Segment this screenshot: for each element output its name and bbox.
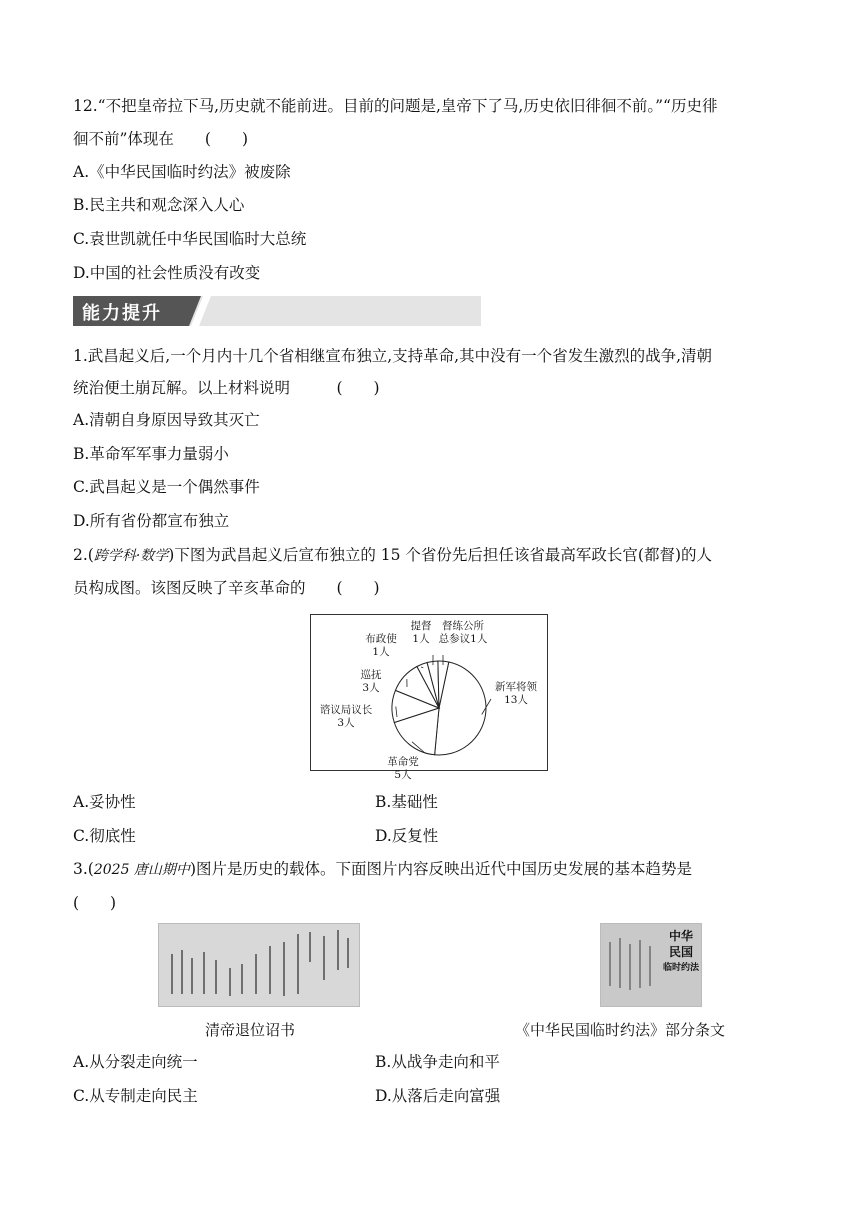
- pie-chart-frame: [310, 614, 548, 781]
- constitution-heading: [663, 928, 699, 976]
- pie-chart: [311, 615, 547, 781]
- q3-option-b: B.从战争走向和平: [375, 1053, 500, 1071]
- q12-option-a: A.《中华民国临时约法》被废除: [73, 163, 291, 181]
- q12-option-d: D.中国的社会性质没有改变: [73, 264, 261, 282]
- pie-label-value-7: 总参议1人: [438, 633, 488, 645]
- pie-label-value-6: 1人: [412, 633, 430, 645]
- constitution-heading-line2: 民国: [668, 945, 693, 959]
- section-title: 能力提升: [82, 303, 162, 324]
- q12-stem-line2: 徊不前”体现在 ( ): [73, 130, 249, 148]
- q12-option-c: C.袁世凯就任中华民国临时大总统: [73, 230, 307, 248]
- q1-option-d: D.所有省份都宣布独立: [73, 512, 230, 530]
- constitution-heading-line1: 中华: [668, 929, 693, 943]
- q12-option-b: B.民主共和观念深入人心: [73, 196, 245, 214]
- section-banner: [73, 296, 481, 326]
- q2-stem-line1: [73, 545, 712, 566]
- pie-label-name-5: 布政使: [365, 633, 397, 645]
- pie-label-name-1: 新军将领: [495, 681, 537, 693]
- q3-stem-line2: ( ): [73, 894, 117, 912]
- q3-stem-rest: )图片是历史的载体。下面图片内容反映出近代中国历史发展的基本趋势是: [189, 860, 692, 878]
- q12-stem-line1: 12.“不把皇帝拉下马,历史就不能前进。目前的问题是,皇帝下了马,历史依旧徘徊不前。”“历史徘: [73, 97, 718, 115]
- q1-option-a: A.清朝自身原因导致其灭亡: [73, 411, 260, 429]
- pie-label-name-3: 谘议局议长: [319, 704, 373, 716]
- q2-tag: 跨学科·数学: [93, 548, 169, 564]
- abdication-edict-image: [158, 923, 360, 1007]
- q3-option-c: C.从专制走向民主: [73, 1087, 198, 1105]
- pie-label-name-6: 提督: [410, 620, 432, 632]
- pie-label-name-4: 巡抚: [360, 669, 382, 681]
- pie-label-value-5: 1人: [372, 646, 390, 658]
- constitution-heading-line3: 临时约法: [663, 963, 700, 973]
- pie-label-name-2: 革命党: [387, 756, 419, 768]
- q3-prefix: 3.(: [73, 860, 94, 878]
- q3-tag: 2025 唐山期中: [93, 862, 190, 878]
- q2-option-b: B.基础性: [375, 793, 438, 811]
- q2-stem-rest: )下图为武昌起义后宣布独立的 15 个省份先后担任该省最高军政长官(都督)的人: [168, 546, 713, 564]
- q1-stem-line1: 1.武昌起义后,一个月内十几个省相继宣布独立,支持革命,其中没有一个省发生激烈的战争,清朝: [73, 347, 712, 365]
- q1-stem-line2: 统治便土崩瓦解。以上材料说明 ( ): [73, 379, 380, 397]
- pie-label-value-4: 3人: [362, 682, 380, 694]
- q2-option-d: D.反复性: [375, 827, 439, 845]
- provisional-constitution-caption: 《中华民国临时约法》部分条文: [515, 1021, 726, 1039]
- q3-option-d: D.从落后走向富强: [375, 1087, 501, 1105]
- pie-label-value-2: 5人: [394, 769, 412, 781]
- pie-label-value-3: 3人: [337, 717, 355, 729]
- provisional-constitution-image: [600, 923, 702, 1007]
- q2-prefix: 2.(: [73, 546, 94, 564]
- abdication-edict-caption: 清帝退位诏书: [205, 1021, 296, 1039]
- edict-script-lines: [159, 924, 359, 1006]
- q2-option-a: A.妥协性: [73, 793, 136, 811]
- q3-stem-line1: [73, 859, 692, 880]
- pie-label-name-7: 督练公所: [442, 620, 484, 632]
- pie-label-value-1: 13人: [504, 694, 528, 706]
- q1-option-c: C.武昌起义是一个偶然事件: [73, 478, 260, 496]
- q1-option-b: B.革命军军事力量弱小: [73, 445, 229, 463]
- q2-stem-line2: 员构成图。该图反映了辛亥革命的 ( ): [73, 579, 380, 597]
- q2-option-c: C.彻底性: [73, 827, 136, 845]
- q3-option-a: A.从分裂走向统一: [73, 1053, 198, 1071]
